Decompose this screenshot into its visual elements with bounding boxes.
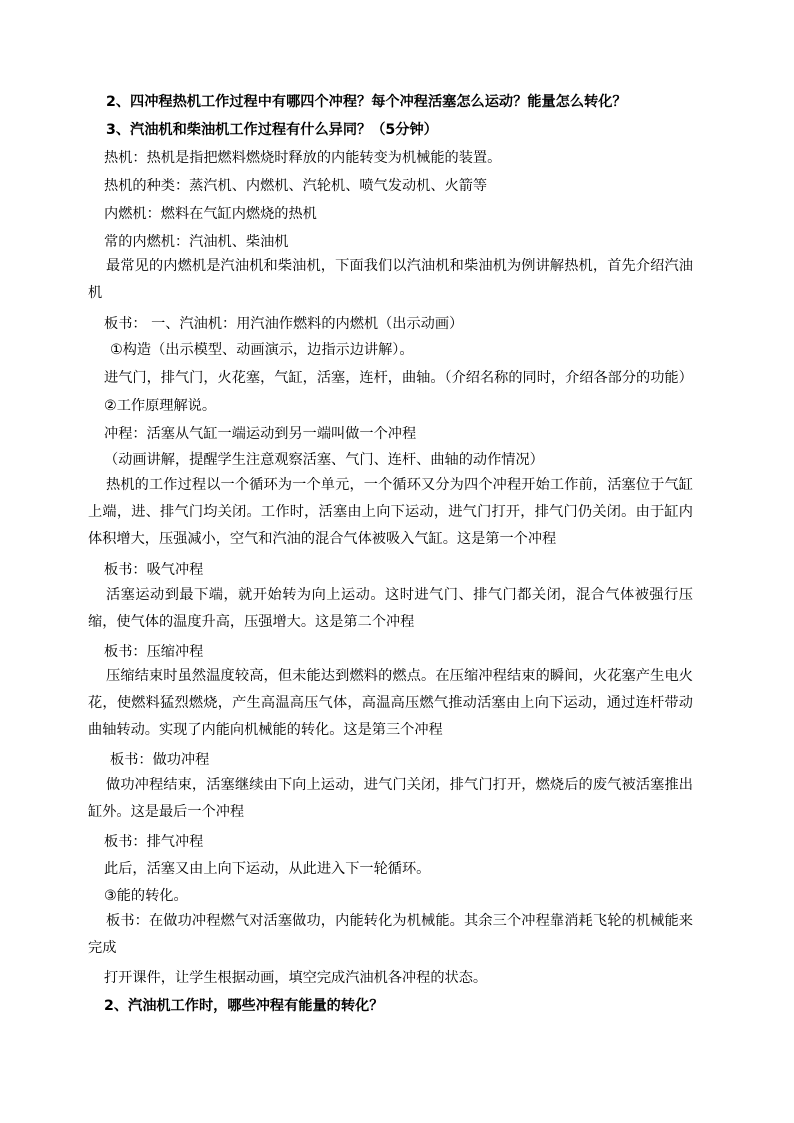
paragraph-next-cycle: 此后，活塞又由上向下运动，从此进入下一轮循环。 xyxy=(104,861,431,877)
question-energy-conversion-strokes: 2、汽油机工作时，哪些冲程有能量的转化？ xyxy=(104,998,384,1014)
paragraph-engine-parts: 进气门，排气门，火花塞，气缸，活塞，连杆，曲轴。（介绍名称的同时，介绍各部分的功能） xyxy=(104,370,693,386)
board-note-gasoline-engine: 板书： 一、汽油机：用汽油作燃料的内燃机（出示动画） xyxy=(104,316,464,332)
question-gasoline-vs-diesel: 3、汽油机和柴油机工作过程有什么异同？（5分钟） xyxy=(106,122,438,138)
question-four-strokes: 2、四冲程热机工作过程中有哪四个冲程？每个冲程活塞怎么运动？能量怎么转化？ xyxy=(106,94,627,110)
paragraph-common-engines: 常的内燃机：汽油机、柴油机 xyxy=(104,234,289,250)
paragraph-heat-engine-definition: 热机：热机是指把燃料燃烧时释放的内能转变为机械能的装置。 xyxy=(104,150,502,166)
board-note-energy-conversion: 板书：在做功冲程燃气对活塞做功，内能转化为机械能。其余三个冲程靠消耗飞轮的机械能来完成 xyxy=(88,913,693,956)
paragraph-compression-stroke: 活塞运动到最下端，就开始转为向上运动。这时进气门、排气门都关闭，混合气体被强行压缩，使气体的温度升高，压强增大。这是第二个冲程 xyxy=(88,587,693,630)
paragraph-exhaust-stroke: 做功冲程结束，活塞继续由下向上运动，进气门关闭，排气门打开，燃烧后的废气被活塞推出缸外。这是最后一个冲程 xyxy=(88,777,693,820)
paragraph-courseware: 打开课件，让学生根据动画，填空完成汽油机各冲程的状态。 xyxy=(104,970,488,986)
paragraph-heat-engine-types: 热机的种类：蒸汽机、内燃机、汽轮机、喷气发动机、火箭等 xyxy=(104,178,488,194)
paragraph-energy-conversion: ③能的转化。 xyxy=(104,888,188,904)
paragraph-intro-gasoline-engine: 最常见的内燃机是汽油机和柴油机，下面我们以汽油机和柴油机为例讲解热机，首先介绍汽油机 xyxy=(88,258,693,301)
board-note-power-stroke: 板书：做功冲程 xyxy=(110,752,210,768)
paragraph-animation-note: （动画讲解，提醒学生注意观察活塞、气门、连杆、曲轴的动作情况） xyxy=(104,452,544,468)
paragraph-intake-stroke: 热机的工作过程以一个循环为一个单元，一个循环又分为四个冲程开始工作前，活塞位于气缸上端，进、排气门均关闭。工作时，活塞由上向下运动，进气门打开，排气门仍关闭。由于缸内体积增大，压强减小，空气和汽油的混合气体被吸入气缸。这是第一个冲程 xyxy=(88,477,693,547)
paragraph-power-stroke: 压缩结束时虽然温度较高，但未能达到燃料的燃点。在压缩冲程结束的瞬间，火花塞产生电火花，使燃料猛烈燃烧，产生高温高压气体，高温高压燃气推动活塞由上向下运动，通过连杆带动曲轴转动。实现了内能向机械能的转化。这是第三个冲程 xyxy=(88,668,693,738)
paragraph-working-principle: ②工作原理解说。 xyxy=(104,398,217,414)
board-note-exhaust-stroke: 板书：排气冲程 xyxy=(104,834,204,850)
board-note-intake-stroke: 板书：吸气冲程 xyxy=(104,562,204,578)
board-note-compression-stroke: 板书：压缩冲程 xyxy=(104,644,204,660)
paragraph-structure: ①构造（出示模型、动画演示，边指示边讲解）。 xyxy=(110,342,414,358)
paragraph-internal-combustion-engine: 内燃机：燃料在气缸内燃烧的热机 xyxy=(104,206,317,222)
paragraph-stroke-definition: 冲程：活塞从气缸一端运动到另一端叫做一个冲程 xyxy=(104,426,417,442)
